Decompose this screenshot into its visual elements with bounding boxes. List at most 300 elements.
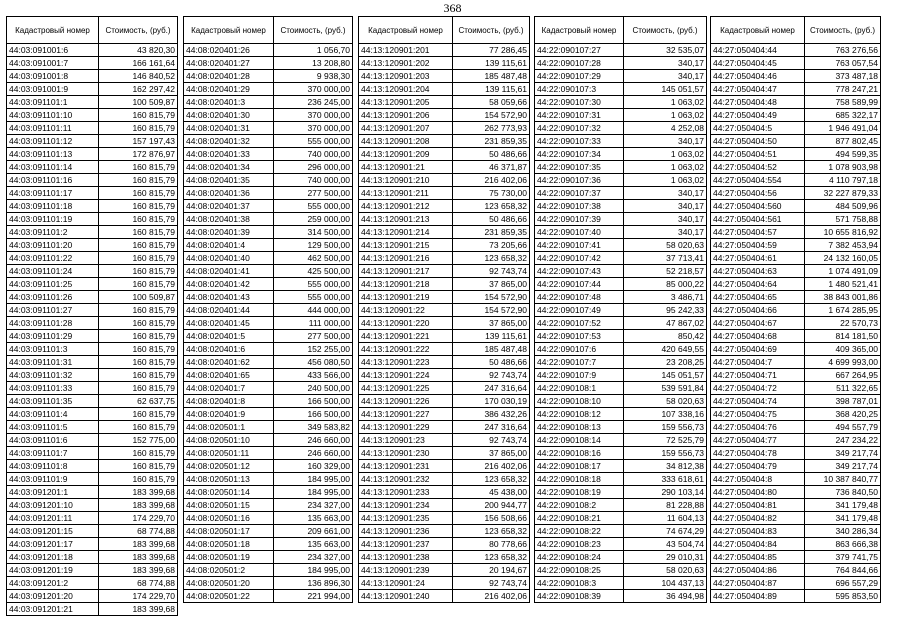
table-row <box>535 57 707 70</box>
cost-cell: 160 815,79 <box>99 421 178 434</box>
cadastral-number-cell: 44:08:020501:13 <box>184 473 274 486</box>
cost-cell: 95 242,33 <box>624 304 707 317</box>
table-row <box>359 538 530 551</box>
table-row <box>7 343 178 356</box>
table-row <box>184 460 353 473</box>
cost-cell: 398 787,01 <box>805 395 881 408</box>
table-row <box>359 577 530 590</box>
cost-cell: 511 322,65 <box>805 382 881 395</box>
cost-cell: 38 843 001,86 <box>805 291 881 304</box>
cadastral-number-cell: 44:08:020401:31 <box>184 122 274 135</box>
cost-cell: 185 487,48 <box>453 343 530 356</box>
cost-cell: 160 329,00 <box>274 460 353 473</box>
cadastral-number-cell: 44:13:120901:226 <box>359 395 453 408</box>
cadastral-number-cell: 44:22:090107:7 <box>535 356 624 369</box>
cadastral-number-cell: 44:08:020501:16 <box>184 512 274 525</box>
table-row <box>7 57 178 70</box>
cost-cell: 46 371,87 <box>453 161 530 174</box>
table-row <box>7 460 178 473</box>
cadastral-number-cell: 44:13:120901:231 <box>359 460 453 473</box>
table-row <box>711 187 881 200</box>
cost-cell: 4 252,08 <box>624 122 707 135</box>
cost-cell: 162 297,42 <box>99 83 178 96</box>
cadastral-number-cell: 44:13:120901:203 <box>359 70 453 83</box>
cadastral-number-cell: 44:13:120901:239 <box>359 564 453 577</box>
cadastral-number-cell: 44:13:120901:220 <box>359 317 453 330</box>
table-row <box>711 44 881 57</box>
cost-cell: 340,17 <box>624 187 707 200</box>
cost-cell: 139 115,61 <box>453 83 530 96</box>
table-row <box>359 122 530 135</box>
cost-cell: 24 132 160,05 <box>805 252 881 265</box>
cadastral-table-3 <box>358 16 530 603</box>
table-row <box>184 83 353 96</box>
table-row <box>359 174 530 187</box>
cadastral-number-cell: 44:08:020401:36 <box>184 187 274 200</box>
cost-cell: 209 661,00 <box>274 525 353 538</box>
cadastral-number-cell: 44:03:091201:10 <box>7 499 99 512</box>
table-row <box>711 161 881 174</box>
table-row <box>359 330 530 343</box>
cost-cell: 36 494,98 <box>624 590 707 603</box>
cadastral-number-cell: 44:03:091001:7 <box>7 57 99 70</box>
cadastral-number-cell: 44:13:120901:221 <box>359 330 453 343</box>
cadastral-number-cell: 44:03:091101:31 <box>7 356 99 369</box>
cadastral-number-cell: 44:03:091101:1 <box>7 96 99 109</box>
table-row <box>184 512 353 525</box>
table-row <box>184 447 353 460</box>
cadastral-number-cell: 44:27:050404:68 <box>711 330 805 343</box>
cadastral-number-cell: 44:13:120901:204 <box>359 83 453 96</box>
cadastral-number-cell: 44:13:120901:213 <box>359 213 453 226</box>
table-row <box>7 70 178 83</box>
cost-cell: 174 229,70 <box>99 512 178 525</box>
cost-cell: 160 815,79 <box>99 369 178 382</box>
cadastral-number-cell: 44:22:090107:3 <box>535 83 624 96</box>
cost-cell: 290 103,14 <box>624 486 707 499</box>
table-row <box>711 434 881 447</box>
cost-cell: 555 000,00 <box>274 135 353 148</box>
table-row <box>7 447 178 460</box>
cadastral-number-cell: 44:08:020401:29 <box>184 83 274 96</box>
cadastral-table-2 <box>183 16 353 603</box>
cost-cell: 160 815,79 <box>99 109 178 122</box>
cost-cell: 160 815,79 <box>99 356 178 369</box>
cost-cell: 43 820,30 <box>99 44 178 57</box>
cost-cell: 259 000,00 <box>274 213 353 226</box>
cost-cell: 246 660,00 <box>274 434 353 447</box>
table-row <box>184 343 353 356</box>
column-header-cost: Стоимость, (руб.) <box>624 17 707 44</box>
table-row <box>535 135 707 148</box>
table-row <box>7 525 178 538</box>
cadastral-number-cell: 44:27:050404:85 <box>711 551 805 564</box>
table-row <box>7 330 178 343</box>
cost-cell: 77 286,45 <box>453 44 530 57</box>
cadastral-number-cell: 44:22:090108:19 <box>535 486 624 499</box>
table-row <box>711 70 881 83</box>
cost-cell: 72 525,79 <box>624 434 707 447</box>
cost-cell: 234 327,00 <box>274 551 353 564</box>
table-row <box>184 148 353 161</box>
cadastral-number-cell: 44:27:050404:63 <box>711 265 805 278</box>
table-row <box>359 551 530 564</box>
cadastral-number-cell: 44:08:020401:62 <box>184 356 274 369</box>
cost-cell: 349 217,74 <box>805 447 881 460</box>
cost-cell: 160 815,79 <box>99 460 178 473</box>
cost-cell: 85 000,22 <box>624 278 707 291</box>
cost-cell: 29 010,31 <box>624 551 707 564</box>
table-row <box>184 369 353 382</box>
cadastral-table-1 <box>6 16 178 616</box>
cadastral-number-cell: 44:03:091101:9 <box>7 473 99 486</box>
cadastral-number-cell: 44:22:090108:14 <box>535 434 624 447</box>
table-row <box>7 122 178 135</box>
cadastral-number-cell: 44:08:020401:39 <box>184 226 274 239</box>
cost-cell: 135 663,00 <box>274 512 353 525</box>
table-row <box>711 278 881 291</box>
cadastral-number-cell: 44:13:120901:224 <box>359 369 453 382</box>
table-row <box>7 434 178 447</box>
cost-cell: 73 205,66 <box>453 239 530 252</box>
table-row <box>535 486 707 499</box>
table-row <box>535 590 707 603</box>
table-row <box>711 590 881 603</box>
cost-cell: 160 815,79 <box>99 382 178 395</box>
table-row <box>7 499 178 512</box>
cost-cell: 1 674 285,95 <box>805 304 881 317</box>
cadastral-number-cell: 44:08:020501:11 <box>184 447 274 460</box>
table-row <box>7 239 178 252</box>
cadastral-number-cell: 44:27:050404:45 <box>711 57 805 70</box>
cost-cell: 236 245,00 <box>274 96 353 109</box>
table-row <box>535 70 707 83</box>
cost-cell: 185 487,48 <box>453 70 530 83</box>
table-row <box>359 369 530 382</box>
cadastral-number-cell: 44:27:050404:52 <box>711 161 805 174</box>
table-row <box>184 278 353 291</box>
table-row <box>535 174 707 187</box>
cost-cell: 370 000,00 <box>274 109 353 122</box>
cadastral-number-cell: 44:03:091201:1 <box>7 486 99 499</box>
cadastral-number-cell: 44:13:120901:218 <box>359 278 453 291</box>
cost-cell: 92 743,74 <box>453 577 530 590</box>
table-row <box>184 317 353 330</box>
cadastral-number-cell: 44:08:020501:22 <box>184 590 274 603</box>
cost-cell: 340,17 <box>624 200 707 213</box>
cadastral-number-cell: 44:03:091101:7 <box>7 447 99 460</box>
table-row <box>7 200 178 213</box>
cadastral-number-cell: 44:03:091101:18 <box>7 200 99 213</box>
table-row <box>359 161 530 174</box>
cost-cell: 20 194,67 <box>453 564 530 577</box>
table-row <box>184 187 353 200</box>
cadastral-number-cell: 44:22:090108:23 <box>535 538 624 551</box>
cadastral-number-cell: 44:08:020501:15 <box>184 499 274 512</box>
cadastral-number-cell: 44:08:020401:30 <box>184 109 274 122</box>
table-row <box>535 83 707 96</box>
cost-cell: 368 420,25 <box>805 408 881 421</box>
cost-cell: 667 264,95 <box>805 369 881 382</box>
cadastral-number-cell: 44:13:120901:23 <box>359 434 453 447</box>
cost-cell: 386 432,26 <box>453 408 530 421</box>
cost-cell: 1 063,02 <box>624 174 707 187</box>
table-row <box>184 122 353 135</box>
cadastral-number-cell: 44:27:050404:67 <box>711 317 805 330</box>
table-row <box>711 57 881 70</box>
table-row <box>184 96 353 109</box>
cost-cell: 68 774,88 <box>99 525 178 538</box>
cadastral-number-cell: 44:03:091101:28 <box>7 317 99 330</box>
cadastral-number-cell: 44:08:020401:7 <box>184 382 274 395</box>
table-row <box>184 330 353 343</box>
cadastral-number-cell: 44:08:020401:33 <box>184 148 274 161</box>
table-row <box>184 590 353 603</box>
cadastral-number-cell: 44:08:020501:12 <box>184 460 274 473</box>
table-row <box>184 434 353 447</box>
table-row <box>535 551 707 564</box>
cost-cell: 341 179,48 <box>805 499 881 512</box>
cost-cell: 166 500,00 <box>274 395 353 408</box>
cost-cell: 200 944,77 <box>453 499 530 512</box>
cost-cell: 1 063,02 <box>624 109 707 122</box>
cadastral-number-cell: 44:13:120901:211 <box>359 187 453 200</box>
cadastral-number-cell: 44:22:090107:42 <box>535 252 624 265</box>
cost-cell: 183 399,68 <box>99 551 178 564</box>
cost-cell: 1 946 491,04 <box>805 122 881 135</box>
cadastral-number-cell: 44:03:091201:18 <box>7 551 99 564</box>
table-row <box>7 473 178 486</box>
table-row <box>535 343 707 356</box>
table-row <box>535 525 707 538</box>
cadastral-number-cell: 44:08:020401:38 <box>184 213 274 226</box>
table-row <box>535 356 707 369</box>
table-row <box>7 421 178 434</box>
cost-cell: 184 995,00 <box>274 486 353 499</box>
cadastral-number-cell: 44:27:050404:561 <box>711 213 805 226</box>
table-row <box>7 291 178 304</box>
table-row <box>184 44 353 57</box>
table-row <box>7 252 178 265</box>
table-row <box>359 382 530 395</box>
cost-cell: 32 535,07 <box>624 44 707 57</box>
cadastral-number-cell: 44:13:120901:240 <box>359 590 453 603</box>
cost-cell: 685 322,17 <box>805 109 881 122</box>
cost-cell: 50 486,66 <box>453 213 530 226</box>
cadastral-number-cell: 44:08:020401:45 <box>184 317 274 330</box>
cost-cell: 340 286,34 <box>805 525 881 538</box>
cost-cell: 370 000,00 <box>274 122 353 135</box>
cost-cell: 247 316,64 <box>453 382 530 395</box>
cost-cell: 1 063,02 <box>624 161 707 174</box>
cadastral-number-cell: 44:22:090107:38 <box>535 200 624 213</box>
table-row <box>359 486 530 499</box>
cost-cell: 156 508,66 <box>453 512 530 525</box>
cost-cell: 314 500,00 <box>274 226 353 239</box>
cadastral-number-cell: 44:27:050404:79 <box>711 460 805 473</box>
cost-cell: 123 658,32 <box>453 473 530 486</box>
cost-cell: 154 572,90 <box>453 304 530 317</box>
cadastral-number-cell: 44:22:090108:21 <box>535 512 624 525</box>
cost-cell: 160 815,79 <box>99 161 178 174</box>
cadastral-number-cell: 44:08:020401:37 <box>184 200 274 213</box>
table-row <box>184 408 353 421</box>
cadastral-number-cell: 44:27:050404:8 <box>711 473 805 486</box>
cost-cell: 58 020,63 <box>624 239 707 252</box>
cost-cell: 246 660,00 <box>274 447 353 460</box>
cost-cell: 373 487,18 <box>805 70 881 83</box>
cost-cell: 135 663,00 <box>274 538 353 551</box>
cost-cell: 50 486,66 <box>453 148 530 161</box>
cadastral-number-cell: 44:13:120901:235 <box>359 512 453 525</box>
table-row <box>7 83 178 96</box>
cadastral-number-cell: 44:03:091101:25 <box>7 278 99 291</box>
table-row <box>359 590 530 603</box>
table-row <box>359 239 530 252</box>
cadastral-number-cell: 44:22:090107:35 <box>535 161 624 174</box>
table-row <box>711 460 881 473</box>
cost-cell: 160 815,79 <box>99 265 178 278</box>
table-row <box>359 343 530 356</box>
cadastral-number-cell: 44:08:020401:26 <box>184 44 274 57</box>
table-row <box>184 525 353 538</box>
cadastral-number-cell: 44:22:090107:41 <box>535 239 624 252</box>
cadastral-number-cell: 44:22:090108:12 <box>535 408 624 421</box>
cost-cell: 4 110 797,18 <box>805 174 881 187</box>
cadastral-number-cell: 44:03:091101:10 <box>7 109 99 122</box>
cadastral-number-cell: 44:27:050404:61 <box>711 252 805 265</box>
cadastral-number-cell: 44:27:050404:69 <box>711 343 805 356</box>
cost-cell: 43 504,74 <box>624 538 707 551</box>
cost-cell: 433 566,00 <box>274 369 353 382</box>
table-row <box>184 226 353 239</box>
cadastral-number-cell: 44:13:120901:234 <box>359 499 453 512</box>
cost-cell: 58 059,66 <box>453 96 530 109</box>
cost-cell: 1 480 521,41 <box>805 278 881 291</box>
table-row <box>535 369 707 382</box>
cadastral-number-cell: 44:08:020401:41 <box>184 265 274 278</box>
table-row <box>184 356 353 369</box>
cadastral-number-cell: 44:08:020401:65 <box>184 369 274 382</box>
table-row <box>711 421 881 434</box>
cost-cell: 340,17 <box>624 57 707 70</box>
table-row <box>711 148 881 161</box>
table-row <box>184 135 353 148</box>
cadastral-number-cell: 44:03:091101:22 <box>7 252 99 265</box>
cost-cell: 160 815,79 <box>99 226 178 239</box>
cadastral-number-cell: 44:27:050404:48 <box>711 96 805 109</box>
cadastral-number-cell: 44:27:050404:57 <box>711 226 805 239</box>
cadastral-number-cell: 44:08:020501:10 <box>184 434 274 447</box>
cost-cell: 277 500,00 <box>274 187 353 200</box>
cost-cell: 160 815,79 <box>99 304 178 317</box>
cost-cell: 154 572,90 <box>453 291 530 304</box>
table-row <box>359 200 530 213</box>
table-row <box>184 213 353 226</box>
table-row <box>184 486 353 499</box>
table-row <box>184 70 353 83</box>
cadastral-number-cell: 44:27:050404:76 <box>711 421 805 434</box>
cadastral-number-cell: 44:03:091101:6 <box>7 434 99 447</box>
table-row <box>184 499 353 512</box>
cadastral-number-cell: 44:08:020401:44 <box>184 304 274 317</box>
table-row <box>184 174 353 187</box>
table-row <box>711 174 881 187</box>
cost-cell: 183 399,68 <box>99 603 178 616</box>
column-header-number: Кадастровый номер <box>359 17 453 44</box>
column-header-number: Кадастровый номер <box>184 17 274 44</box>
table-row <box>359 499 530 512</box>
table-row <box>535 187 707 200</box>
cadastral-number-cell: 44:13:120901:202 <box>359 57 453 70</box>
cadastral-number-cell: 44:22:090108:3 <box>535 577 624 590</box>
cadastral-number-cell: 44:22:090107:36 <box>535 174 624 187</box>
cost-cell: 170 030,19 <box>453 395 530 408</box>
cadastral-number-cell: 44:13:120901:209 <box>359 148 453 161</box>
table-row <box>7 577 178 590</box>
table-row <box>359 187 530 200</box>
table-row <box>711 330 881 343</box>
cadastral-number-cell: 44:13:120901:219 <box>359 291 453 304</box>
cadastral-number-cell: 44:03:091201:21 <box>7 603 99 616</box>
cadastral-number-cell: 44:27:050404:51 <box>711 148 805 161</box>
cadastral-number-cell: 44:03:091101:13 <box>7 148 99 161</box>
cost-cell: 58 020,63 <box>624 564 707 577</box>
cadastral-number-cell: 44:03:091001:8 <box>7 70 99 83</box>
table-row <box>184 239 353 252</box>
cadastral-number-cell: 44:22:090107:48 <box>535 291 624 304</box>
table-row <box>711 512 881 525</box>
cost-cell: 425 500,00 <box>274 265 353 278</box>
cost-cell: 696 557,29 <box>805 577 881 590</box>
cost-cell: 50 486,66 <box>453 356 530 369</box>
table-row <box>359 96 530 109</box>
cadastral-number-cell: 44:22:090107:49 <box>535 304 624 317</box>
cost-cell: 764 844,66 <box>805 564 881 577</box>
cadastral-number-cell: 44:08:020401:34 <box>184 161 274 174</box>
cost-cell: 221 994,00 <box>274 590 353 603</box>
cost-cell: 92 743,74 <box>453 265 530 278</box>
table-row <box>7 564 178 577</box>
table-row <box>535 96 707 109</box>
cost-cell: 100 509,87 <box>99 291 178 304</box>
table-row <box>7 408 178 421</box>
cadastral-number-cell: 44:08:020401:32 <box>184 135 274 148</box>
table-row <box>711 213 881 226</box>
table-row <box>7 278 178 291</box>
table-row <box>359 148 530 161</box>
cadastral-number-cell: 44:22:090107:9 <box>535 369 624 382</box>
table-row <box>535 239 707 252</box>
cost-cell: 877 802,45 <box>805 135 881 148</box>
cadastral-number-cell: 44:22:090107:27 <box>535 44 624 57</box>
cost-cell: 139 115,61 <box>453 57 530 70</box>
table-row <box>711 83 881 96</box>
table-row <box>535 44 707 57</box>
cadastral-number-cell: 44:03:091101:12 <box>7 135 99 148</box>
table-row <box>7 135 178 148</box>
cadastral-number-cell: 44:22:090107:31 <box>535 109 624 122</box>
table-row <box>711 109 881 122</box>
cost-cell: 160 815,79 <box>99 317 178 330</box>
table-row <box>711 551 881 564</box>
table-row <box>535 330 707 343</box>
cadastral-number-cell: 44:08:020501:18 <box>184 538 274 551</box>
table-row <box>359 291 530 304</box>
table-row <box>359 395 530 408</box>
cadastral-number-cell: 44:27:050404:50 <box>711 135 805 148</box>
cost-cell: 184 995,00 <box>274 564 353 577</box>
